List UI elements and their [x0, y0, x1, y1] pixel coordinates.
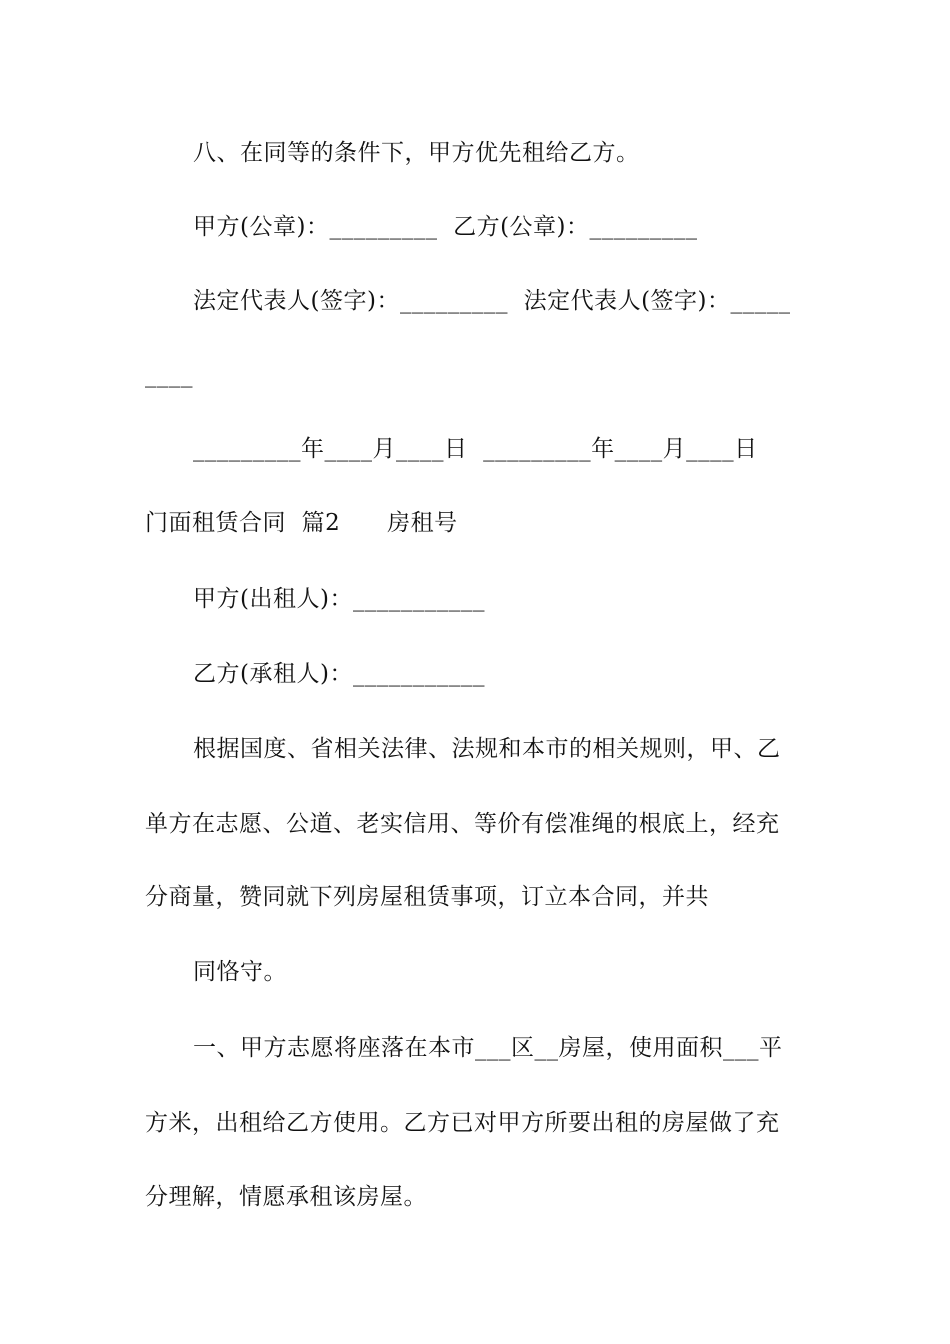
- preamble-line-4: 同恪守。: [193, 959, 287, 985]
- lessor-line: 甲方(出租人)：___________: [193, 586, 485, 612]
- legal-rep-signature-line: 法定代表人(签字)：_________ 法定代表人(签字)：_____: [193, 288, 791, 314]
- party-seal-line: 甲方(公章)：_________ 乙方(公章)：_________: [193, 214, 698, 240]
- preamble-line-1: 根据国度、省相关法律、法规和本市的相关规则，甲、乙: [193, 736, 781, 762]
- contract-heading: 门面租赁合同 篇2 房租号: [145, 510, 458, 536]
- lessee-line: 乙方(承租人)：___________: [193, 661, 485, 687]
- clause-eight: 八、在同等的条件下，甲方优先租给乙方。: [193, 140, 640, 166]
- signature-line-continuation: ____: [145, 362, 193, 388]
- clause-one-line-2: 方米，出租给乙方使用。乙方已对甲方所要出租的房屋做了充: [145, 1110, 780, 1136]
- clause-one-line-1: 一、甲方志愿将座落在本市___区__房屋，使用面积___平: [193, 1035, 783, 1061]
- preamble-line-3: 分商量，赞同就下列房屋租赁事项，订立本合同，并共: [145, 884, 709, 910]
- preamble-line-2: 单方在志愿、公道、老实信用、等价有偿准绳的根底上，经充: [145, 811, 780, 837]
- date-line: _________年____月____日 _________年____月____日: [193, 436, 758, 462]
- clause-one-line-3: 分理解，情愿承租该房屋。: [145, 1184, 427, 1210]
